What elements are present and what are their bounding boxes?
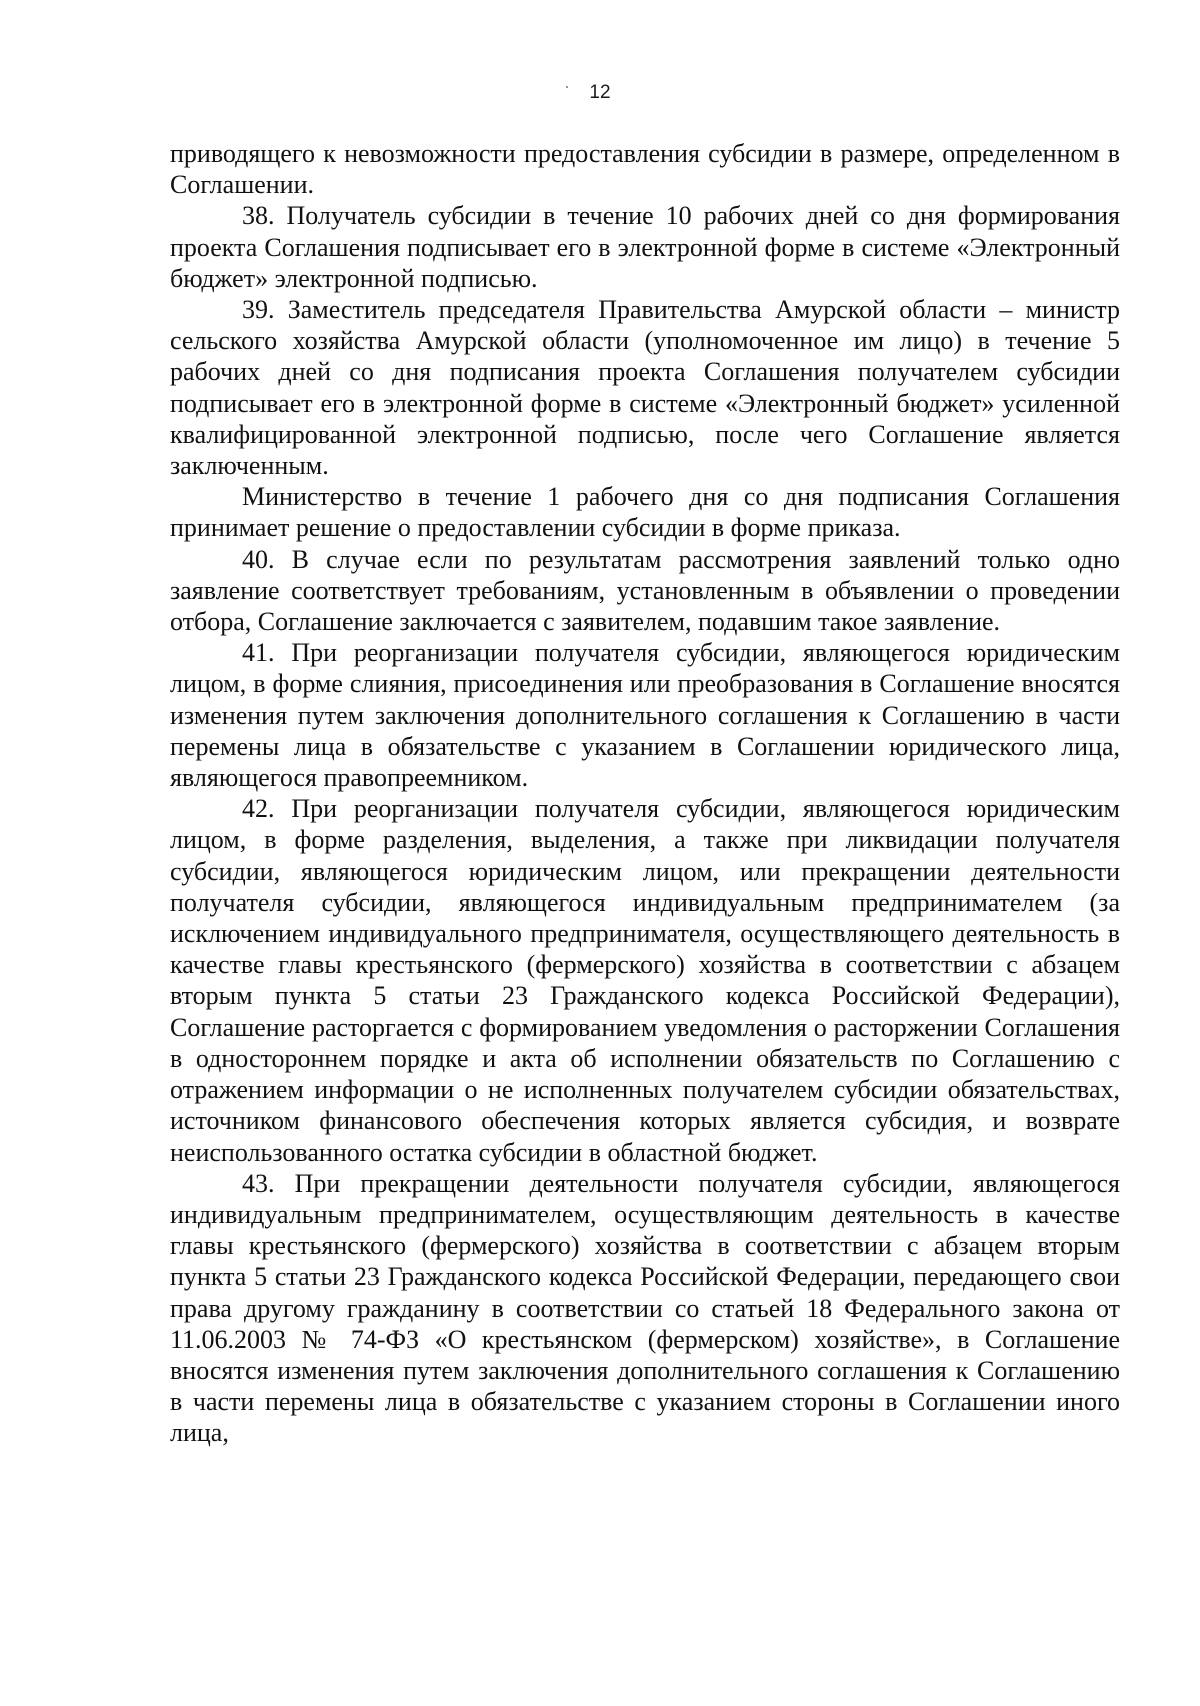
paragraph-40: 40. В случае если по результатам рассмотрения заявлений только одно заявление соответствует требованиям, установленным в объявлении о проведении отбора, Соглашение заключается с заявителем, подавшим такое заявление. bbox=[170, 544, 1120, 637]
paragraph-39-ministry-decision: Министерство в течение 1 рабочего дня со дня подписания Соглашения принимает решение о предоставлении субсидии в форме приказа. bbox=[170, 482, 1120, 543]
paragraph-41: 41. При реорганизации получателя субсидии, являющегося юридическим лицом, в форме слияния, присоединения или преобразования в Соглашение вносятся изменения путем заключения дополнительного соглашения к Соглашению в части перемены лица в обязательстве с указанием в Соглашении юридического лица, являющегося правопреемником. bbox=[170, 638, 1120, 793]
paragraph-continuation: приводящего к невозможности предоставления субсидии в размере, определенном в Соглашении. bbox=[170, 139, 1120, 200]
paragraph-43: 43. При прекращении деятельности получателя субсидии, являющегося индивидуальным предпринимателем, осуществляющим деятельность в качестве главы крестьянского (фермерского) хозяйства в соответствии с абзацем вторым пункта 5 статьи 23 Гражданского кодекса Российской Федерации, передающего свои права другому гражданину в соответствии со статьей 18 Федерального закона от 11.06.2003 № 74-ФЗ «О крестьянском (фермерском) хозяйстве», в Соглашение вносятся изменения путем заключения дополнительного соглашения к Соглашению в части перемены лица в обязательстве с указанием стороны в Соглашении иного лица, bbox=[170, 1168, 1120, 1448]
paragraph-42: 42. При реорганизации получателя субсидии, являющегося юридическим лицом, в форме разделения, выделения, а также при ликвидации получателя субсидии, являющегося юридическим лицом, или прекращении деятельности получателя субсидии, являющегося индивидуальным предпринимателем (за исключением индивидуального предпринимателя, осуществляющего деятельность в качестве главы крестьянского (фермерского) хозяйства в соответствии с абзацем вторым пункта 5 статьи 23 Гражданского кодекса Российской Федерации), Соглашение расторгается с формированием уведомления о расторжении Соглашения в одностороннем порядке и акта об исполнении обязательств по Соглашению с отражением информации о не исполненных получателем субсидии обязательствах, источником финансового обеспечения которых является субсидия, и возврате неиспользованного остатка субсидии в областной бюджет. bbox=[170, 794, 1120, 1167]
paragraph-39: 39. Заместитель председателя Правительства Амурской области – министр сельского хозяйства Амурской области (уполномоченное им лицо) в течение 5 рабочих дней со дня подписания проекта Соглашения получателем субсидии подписывает его в электронной форме в системе «Электронный бюджет» усиленной квалифицированной электронной подписью, после чего Соглашение является заключенным. bbox=[170, 295, 1120, 481]
document-body bbox=[170, 138, 1120, 1449]
page-number: 12 bbox=[589, 82, 611, 103]
paragraph-38: 38. Получатель субсидии в течение 10 рабочих дней со дня формирования проекта Соглашения подписывает его в электронной форме в системе «Электронный бюджет» электронной подписью. bbox=[170, 201, 1120, 293]
